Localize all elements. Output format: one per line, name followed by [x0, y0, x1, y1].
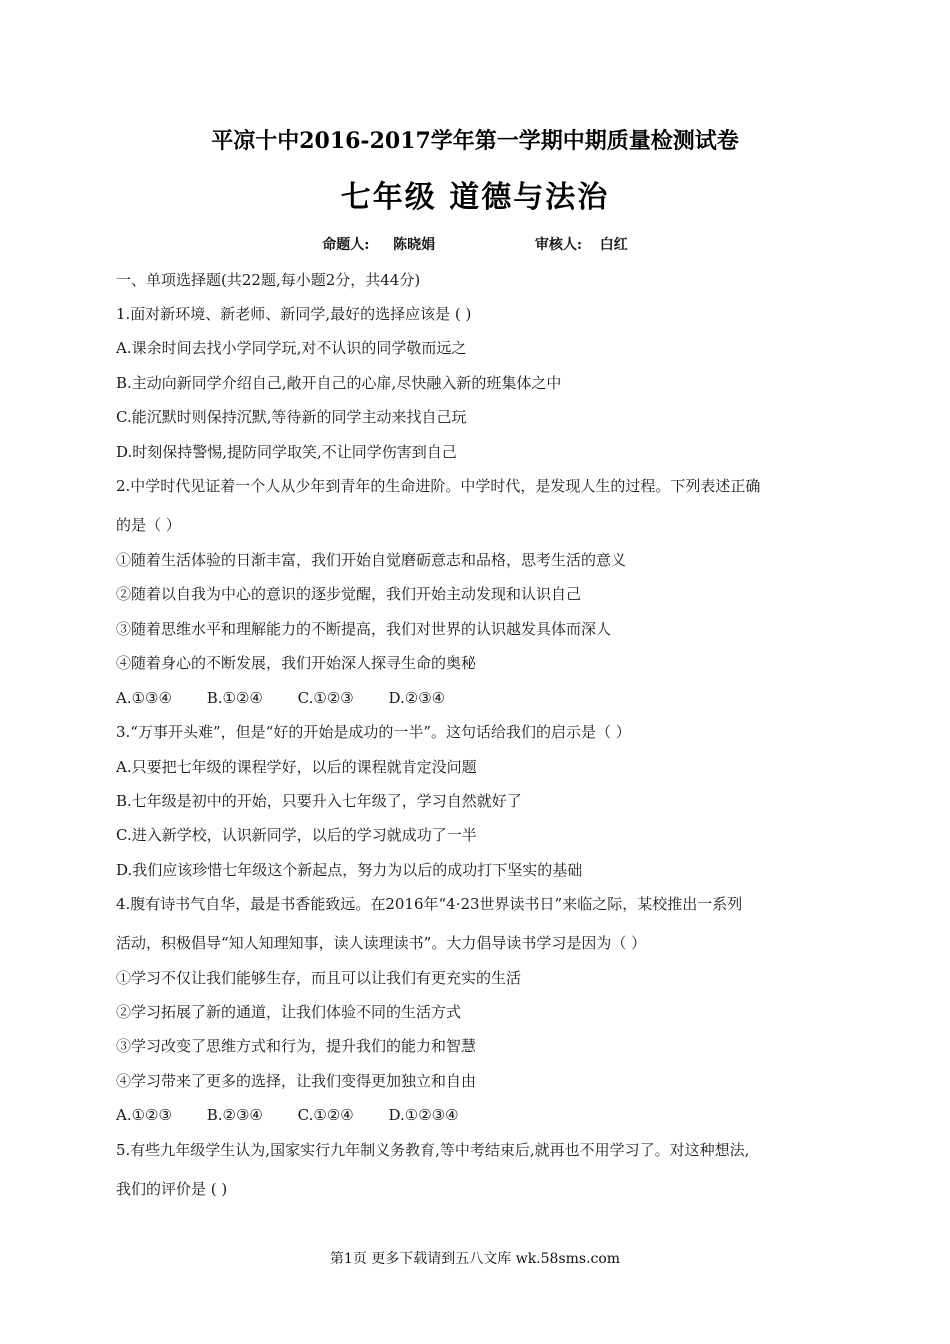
q1-stem: 1.面对新环境、新老师、新同学,最好的选择应该是 ( ): [116, 305, 472, 323]
q1-option-b: B.主动向新同学介绍自己,敞开自己的心扉,尽快融入新的班集体之中: [116, 374, 562, 392]
setter-label: 命题人:: [322, 237, 370, 253]
q4-option-b: B.②③④: [206, 1106, 263, 1124]
q1-option-a: A.课余时间去找小学同学玩,对不认识的同学敬而远之: [116, 339, 467, 357]
reviewer-label: 审核人:: [534, 237, 583, 253]
q4-options: [116, 1105, 489, 1125]
q1-option-d: D.时刻保持警惕,提防同学取笑,不让同学伤害到自己: [116, 443, 457, 461]
page-footer: 第1页 更多下载请到五八文库 wk.58sms.com: [329, 1251, 621, 1267]
q3-option-d: D.我们应该珍惜七年级这个新起点，努力为以后的成功打下坚实的基础: [116, 861, 583, 879]
q2-option-d: D.②③④: [388, 689, 446, 707]
q4-option-d: D.①②③④: [388, 1106, 459, 1124]
q4-item-2: ②学习拓展了新的通道，让我们体验不同的生活方式: [116, 1003, 462, 1021]
q4-item-1: ①学习不仅让我们能够生存，而且可以让我们有更充实的生活: [116, 969, 522, 987]
q4-stem-line1: 4.腹有诗书气自华，最是书香能致远。在2016年“4·23世界读书日”来临之际，某校推出一系列: [116, 895, 743, 913]
q2-option-a: A.①③④: [116, 689, 172, 707]
q5-stem-line1: 5.有些九年级学生认为,国家实行九年制义务教育,等中考结束后,就再也不用学习了。对这种想法,: [116, 1141, 750, 1159]
q3-stem: 3.“万事开头难”，但是“好的开始是成功的一半”。这句话给我们的启示是（ ）: [116, 723, 631, 741]
q4-stem-line2: 活动，积极倡导“知人知理知事，读人读理读书”。大力倡导读书学习是因为（ ）: [116, 934, 647, 952]
q3-option-b: B.七年级是初中的开始，只要升入七年级了，学习自然就好了: [116, 792, 522, 810]
q3-option-c: C.进入新学校，认识新同学，以后的学习就成功了一半: [116, 826, 477, 844]
q2-options: [116, 688, 475, 708]
exam-title: 平凉十中2016-2017学年第一学期中期质量检测试卷: [211, 128, 739, 154]
q3-option-a: A.只要把七年级的课程学好，以后的课程就肯定没问题: [116, 758, 477, 776]
exam-subtitle: 七年级 道德与法治: [340, 180, 610, 215]
q2-stem-line1: 2.中学时代见证着一个人从少年到青年的生命进阶。中学时代，是发现人生的过程。下列表述正确: [116, 477, 761, 495]
q4-option-c: C.①②④: [297, 1106, 354, 1124]
reviewer-name: 白红: [599, 237, 628, 253]
q4-item-3: ③学习改变了思维方式和行为，提升我们的能力和智慧: [116, 1037, 477, 1055]
author-line: [0, 234, 950, 254]
section-heading: 一、单项选择题(共22题,每小题2分，共44分): [116, 271, 421, 289]
setter-name: 陈晓娟: [393, 237, 436, 253]
q1-option-c: C.能沉默时则保持沉默,等待新的同学主动来找自己玩: [116, 408, 467, 426]
q4-option-a: A.①②③: [116, 1106, 172, 1124]
q2-item-4: ④随着身心的不断发展，我们开始深人探寻生命的奥秘: [116, 654, 477, 672]
q2-option-c: C.①②③: [297, 689, 354, 707]
q2-item-3: ③随着思维水平和理解能力的不断提高，我们对世界的认识越发具体而深人: [116, 620, 612, 638]
q2-stem-line2: 的是（ ）: [116, 516, 181, 534]
q2-item-1: ①随着生活体验的日渐丰富，我们开始自觉磨砺意志和品格，思考生活的意义: [116, 551, 627, 569]
q5-stem-line2: 我们的评价是 ( ): [116, 1180, 228, 1198]
q2-item-2: ②随着以自我为中心的意识的逐步觉醒，我们开始主动发现和认识自己: [116, 585, 582, 603]
q4-item-4: ④学习带来了更多的选择，让我们变得更加独立和自由: [116, 1072, 477, 1090]
q2-option-b: B.①②④: [206, 689, 263, 707]
